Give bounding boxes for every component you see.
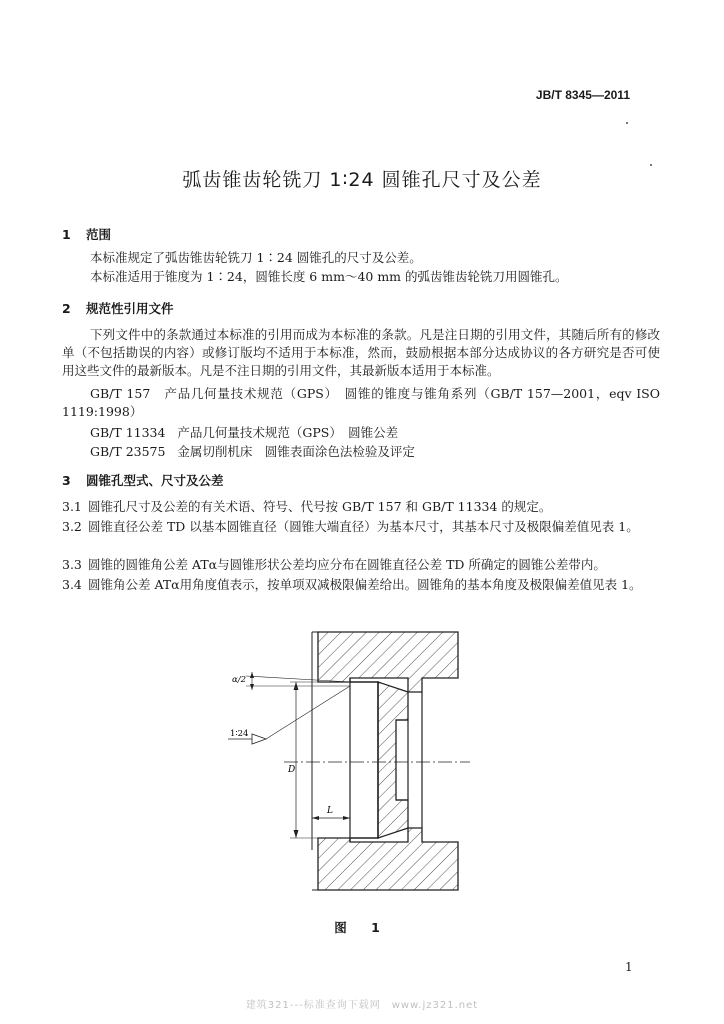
clause-text: 圆锥孔尺寸及公差的有关术语、符号、代号按 GB/T 157 和 GB/T 11334 的规定。	[88, 499, 552, 514]
label-alpha-half: α/2	[232, 675, 247, 685]
reference-title: 产品几何量技术规范（GPS） 圆锥公差	[177, 425, 399, 440]
clause-3-2	[62, 518, 660, 536]
scan-speck	[650, 164, 652, 166]
reference-code: GB/T 11334	[90, 425, 166, 440]
standard-number: JB/T 8345—2011	[535, 88, 630, 102]
upper-section	[318, 632, 458, 692]
section-3-heading	[62, 471, 224, 489]
section-title: 圆锥孔型式、尺寸及公差	[86, 473, 224, 488]
section-title: 规范性引用文件	[86, 301, 174, 316]
reference-2	[90, 423, 398, 441]
page-title: 弧齿锥齿轮铣刀 1∶24 圆锥孔尺寸及公差	[182, 169, 542, 191]
reference-1	[62, 385, 660, 421]
hub-section	[378, 682, 408, 838]
reference-title: 产品几何量技术规范（GPS） 圆锥的锥度与锥角系列（GB/T 157—2001，eqv ISO 1119:1998）	[62, 386, 660, 419]
clause-number: 3.2	[62, 519, 82, 534]
section-1-heading	[62, 225, 111, 243]
figure-caption: 图 1	[334, 920, 390, 935]
section-title: 范围	[86, 227, 112, 242]
clause-text: 圆锥的圆锥角公差 ATα与圆锥形状公差均应分布在圆锥直径公差 TD 所确定的圆锥公差带内。	[88, 557, 606, 572]
taper-symbol-icon	[252, 734, 266, 744]
section-1-para-2: 本标准适用于锥度为 1∶24，圆锥长度 6 mm～40 mm 的弧齿锥齿轮铣刀用圆锥孔。	[90, 269, 568, 284]
clause-3-4	[62, 576, 660, 594]
clause-text: 圆锥直径公差 TD 以基本圆锥直径（圆锥大端直径）为基本尺寸，其基本尺寸及极限偏差值见表 1。	[88, 519, 639, 534]
label-D: D	[288, 765, 296, 775]
clause-number: 3.1	[62, 499, 82, 514]
section-number: 1	[62, 227, 71, 242]
clause-text: 圆锥角公差 ATα用角度值表示，按单项双减极限偏差给出。圆锥角的基本角度及极限偏差值见表 1。	[88, 577, 642, 592]
clause-3-1	[62, 498, 660, 516]
label-L: L	[327, 806, 333, 816]
label-taper: 1∶24	[230, 729, 249, 739]
clause-3-3	[62, 556, 660, 574]
section-1-para-1: 本标准规定了弧齿锥齿轮铣刀 1∶24 圆锥孔的尺寸及公差。	[90, 250, 422, 265]
reference-3	[90, 442, 415, 460]
reference-code: GB/T 23575	[90, 444, 166, 459]
clause-number: 3.4	[62, 577, 82, 592]
reference-title: 金属切削机床 圆锥表面涂色法检验及评定	[177, 444, 415, 459]
reference-code: GB/T 157	[90, 386, 151, 401]
taper-bore-outline	[350, 682, 378, 838]
section-2-heading	[62, 299, 174, 317]
page-number: 1	[625, 960, 633, 974]
figure-taper-hole-drawing	[200, 620, 500, 910]
scan-speck	[626, 122, 628, 124]
watermark: 建筑321---标准查询下载网 www.jz321.net	[245, 1000, 479, 1011]
section-number: 3	[62, 473, 71, 488]
lower-section	[318, 828, 458, 890]
section-number: 2	[62, 301, 71, 316]
section-2-intro: 下列文件中的条款通过本标准的引用而成为本标准的条款。凡是注日期的引用文件，其随后所有的修改单（不包括勘误的内容）或修订版均不适用于本标准，然而，鼓励根据本部分达成协议的各方研究是否可使用这些文件的最新版本。凡是不注日期的引用文件，其最新版本适用于本标准。	[62, 327, 660, 378]
clause-number: 3.3	[62, 557, 82, 572]
